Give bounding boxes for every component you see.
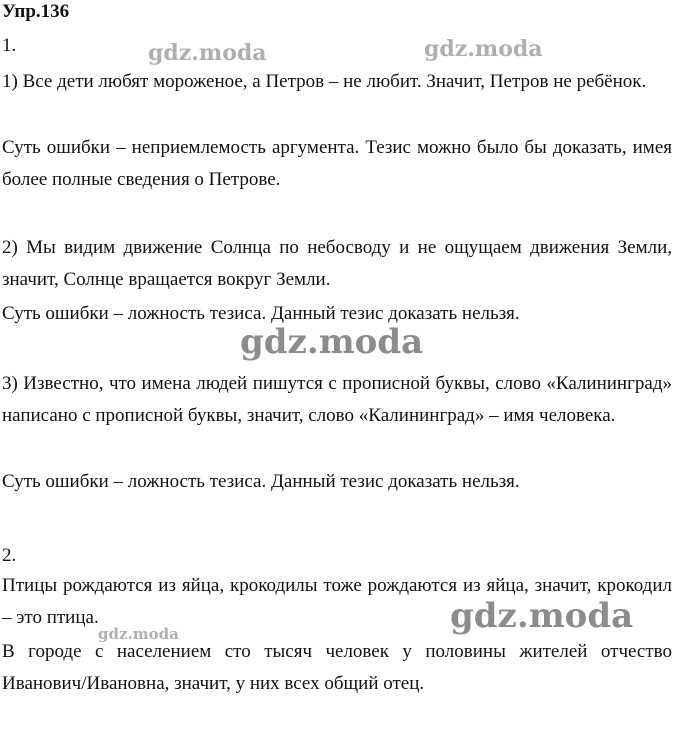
example-1-text: Птицы рождаются из яйца, крокодилы тоже рождаются из яйца, значит, крокодил – это птица. — [2, 575, 672, 628]
section-1-label: 1. — [2, 35, 17, 56]
item-2-error: Суть ошибки – ложность тезиса. Данный тезис доказать нельзя. — [2, 303, 520, 324]
item-1-error: Суть ошибки – неприемлемость аргумента. Тезис можно было бы доказать, имея более полные сведения о Петрове. — [2, 137, 672, 190]
item-1-text: 1) Все дети любят мороженое, а Петров – не любит. Значит, Петров не ребёнок. — [2, 71, 647, 92]
watermark: gdz.moda — [240, 322, 424, 362]
section-2-label: 2. — [2, 545, 17, 566]
exercise-title: Упр.136 — [2, 1, 70, 22]
item-3-error: Суть ошибки – ложность тезиса. Данный тезис доказать нельзя. — [2, 471, 520, 492]
watermark: gdz.moda — [148, 40, 267, 66]
watermark: gdz.moda — [424, 36, 543, 62]
item-3-text: 3) Известно, что имена людей пишутся с прописной буквы, слово «Калининград» написано с прописной буквы, значит, слово «Калининград» – имя человека. — [2, 373, 672, 426]
watermark: gdz.moda — [450, 596, 634, 636]
item-2-text: 2) Мы видим движение Солнца по небосводу и не ощущаем движения Земли, значит, Солнце вращается вокруг Земли. — [2, 237, 672, 290]
example-2-text: В городе с населением сто тысяч человек у половины жителей отчество Иванович/Ивановна, значит, у них всех общий отец. — [2, 641, 672, 694]
watermark: gdz.moda — [98, 625, 179, 643]
